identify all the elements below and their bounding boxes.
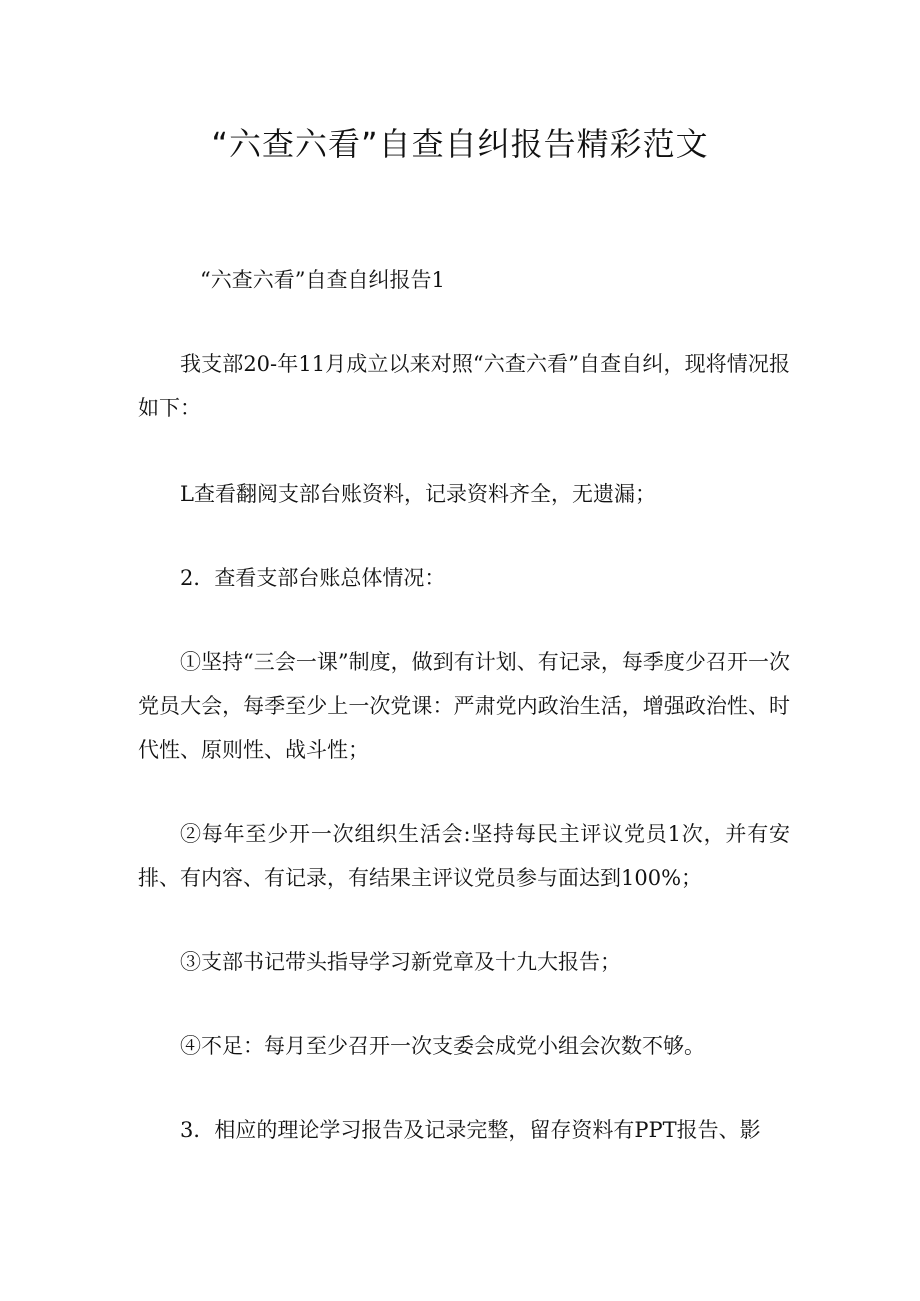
paragraph-subitem-4: ④不足：每月至少召开一次支委会成党小组会次数不够。 <box>180 1034 705 1058</box>
paragraph-subitem-3: ③支部书记带头指导学习新党章及十九大报告； <box>180 950 621 974</box>
paragraph-item-1: L查看翻阅支部台账资料，记录资料齐全，无遗漏； <box>180 482 656 506</box>
paragraph-intro: 我支部20-年11月成立以来对照“六查六看”自查自纠，现将情况报如下： <box>138 352 790 420</box>
document-title: “六查六看”自查自纠报告精彩范文 <box>211 125 709 163</box>
paragraph-subitem-1: ①坚持“三会一课”制度，做到有计划、有记录，每季度少召开一次党员大会，每季至少上一次党课：严肃党内政治生活，增强政治性、时代性、原则性、战斗性； <box>138 650 790 762</box>
paragraph-item-3: 3．相应的理论学习报告及记录完整，留存资料有PPT报告、影 <box>180 1118 761 1142</box>
paragraph-subitem-2: ②每年至少开一次组织生活会:坚持每民主评议党员1次，并有安排、有内容、有记录，有结果主评议党员参与面达到100%； <box>138 822 790 890</box>
paragraph-item-2: 2．查看支部台账总体情况： <box>180 566 446 590</box>
report-subtitle: “六查六看”自查自纠报告1 <box>200 268 445 292</box>
